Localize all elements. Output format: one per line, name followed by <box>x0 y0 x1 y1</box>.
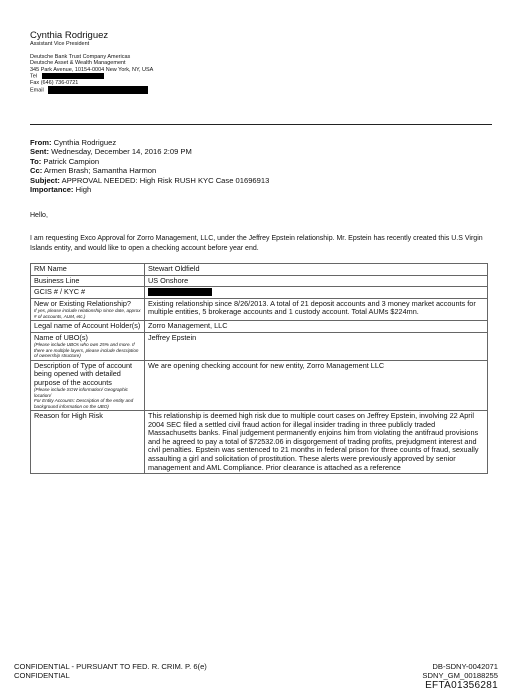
from-value: Cynthia Rodriguez <box>53 138 117 147</box>
tel-line <box>30 73 470 80</box>
bates-number-3: EFTA01356281 <box>425 680 498 691</box>
high-risk-reason-label: Reason for High Risk <box>31 411 145 474</box>
relationship-note: If yes, please include relationship since date, approx # of accounts, AUM, etc.) <box>34 308 141 319</box>
table-row <box>31 360 488 410</box>
high-risk-reason-value: This relationship is deemed high risk due to multiple court cases on Jeffrey Epstein, involving 22 April 2004 SEC filed a settled civil fraud action for illegal insider trading in three publicly traded Massachusetts banks. Final judgement permanently enjoins him from violating the antifraud provisions and he agreed to pay a total of $72532.06 in disgorgement of trading profits, prejudgment interest and civil penalties. Epstein was sentenced to 21 months in federal prison for three counts of fraud, sexually assaulting a girl and solicitation of prostitution. These alerts were previously approved by senior management and AML Compliance. Prior clearance is attached as a reference <box>145 411 488 474</box>
importance-line <box>30 185 492 194</box>
confidential-line-2: CONFIDENTIAL <box>14 671 70 680</box>
legal-name-value: Zorro Management, LLC <box>145 321 488 333</box>
company-line-1: Deutsche Bank Trust Company Americas <box>30 54 131 60</box>
sender-title: Assistant Vice President <box>30 41 90 47</box>
gcis-kyc-value <box>145 287 488 299</box>
ubo-note: (Please include UBOs who own 25% and more. If there are multiple layers, please include description of ownership structure) <box>34 342 139 359</box>
table-row <box>31 287 488 299</box>
importance-label: Importance: <box>30 185 74 195</box>
ubo-label: Name of UBO(s) <box>34 332 88 342</box>
sender-name: Cynthia Rodriguez <box>30 30 109 41</box>
to-label: To: <box>30 156 42 166</box>
redaction-bar <box>148 288 212 296</box>
fax-label: Fax <box>30 80 40 87</box>
bates-number-2: SDNY_GM_00188255 <box>422 671 498 680</box>
fax-value: (646) 736-0721 <box>40 80 79 87</box>
ubo-value: Jeffrey Epstein <box>145 332 488 360</box>
account-description-label: Description of Type of account being opened with detailed purpose of the accounts <box>34 360 133 387</box>
company-line-2: Deutsche Asset & Wealth Management <box>30 60 126 67</box>
business-line-label: Business Line <box>31 275 145 287</box>
account-description-note-2: For Entity Accounts: Description of the entity and background information on the UBO) <box>34 398 134 409</box>
confidentiality-notice <box>14 662 207 680</box>
kyc-table <box>30 263 488 474</box>
bates-number-1: DB-SDNY-0042071 <box>432 662 498 671</box>
subject-label: Subject: <box>30 175 60 185</box>
cc-label: Cc: <box>30 166 43 176</box>
table-row <box>31 332 488 360</box>
rm-name-value: Stewart Oldfield <box>145 264 488 276</box>
email-signature <box>30 30 470 94</box>
tel-label: Tel <box>30 73 38 80</box>
bates-numbers <box>422 662 498 691</box>
redaction-bar <box>48 86 148 94</box>
legal-name-label: Legal name of Account Holder(s) <box>31 321 145 333</box>
relationship-label-cell <box>31 298 145 320</box>
cc-line <box>30 166 492 175</box>
relationship-label: New or Existing Relationship? <box>34 298 131 308</box>
table-row <box>31 321 488 333</box>
sent-label: Sent: <box>30 147 49 157</box>
table-row <box>31 275 488 287</box>
subject-line <box>30 176 492 185</box>
table-row <box>31 411 488 474</box>
subject-value: APPROVAL NEEDED: High Risk RUSH KYC Case 01696913 <box>61 175 270 185</box>
to-line <box>30 157 492 166</box>
redaction-bar <box>42 73 104 79</box>
email-line <box>30 86 470 94</box>
cc-value: Armen Brash; Samantha Harmon <box>43 166 157 176</box>
sent-line <box>30 147 492 156</box>
account-description-note-1: (Please include SOW information/ Geographic location/ <box>34 387 128 398</box>
sent-value: Wednesday, December 14, 2016 2:09 PM <box>51 147 192 157</box>
from-line <box>30 138 492 147</box>
table-row <box>31 264 488 276</box>
account-description-value: We are opening checking account for new entity, Zorro Management LLC <box>145 360 488 410</box>
table-row <box>31 298 488 320</box>
importance-value: High <box>75 185 92 195</box>
greeting: Hello, <box>30 212 48 219</box>
street-address: 345 Park Avenue, 10154-0004 New York, NY, USA <box>30 66 154 73</box>
sender-address-block <box>30 54 470 94</box>
email-header <box>30 138 492 194</box>
body-paragraph: I am requesting Exco Approval for Zorro Management, LLC, under the Jeffrey Epstein relationship. Mr. Epstein has recently created this U.S Virgin Islands entity, and would like to open a checking account before year end. <box>30 235 483 252</box>
gcis-kyc-label: GCIS # / KYC # <box>31 287 145 299</box>
email-label: Email <box>30 87 44 94</box>
ubo-label-cell <box>31 332 145 360</box>
to-value: Patrick Campion <box>43 156 100 166</box>
account-description-label-cell <box>31 360 145 410</box>
rm-name-label: RM Name <box>31 264 145 276</box>
relationship-value: Existing relationship since 8/26/2013. A total of 21 deposit accounts and 3 money market accounts for multiple entities, 5 brokerage accounts and 1 custody account. Total AUMs $224mn. <box>145 298 488 320</box>
from-label: From: <box>30 138 52 147</box>
confidential-line-1: CONFIDENTIAL - PURSUANT TO FED. R. CRIM. P. 6(e) <box>14 662 207 671</box>
header-divider <box>30 124 492 125</box>
business-line-value: US Onshore <box>145 275 488 287</box>
